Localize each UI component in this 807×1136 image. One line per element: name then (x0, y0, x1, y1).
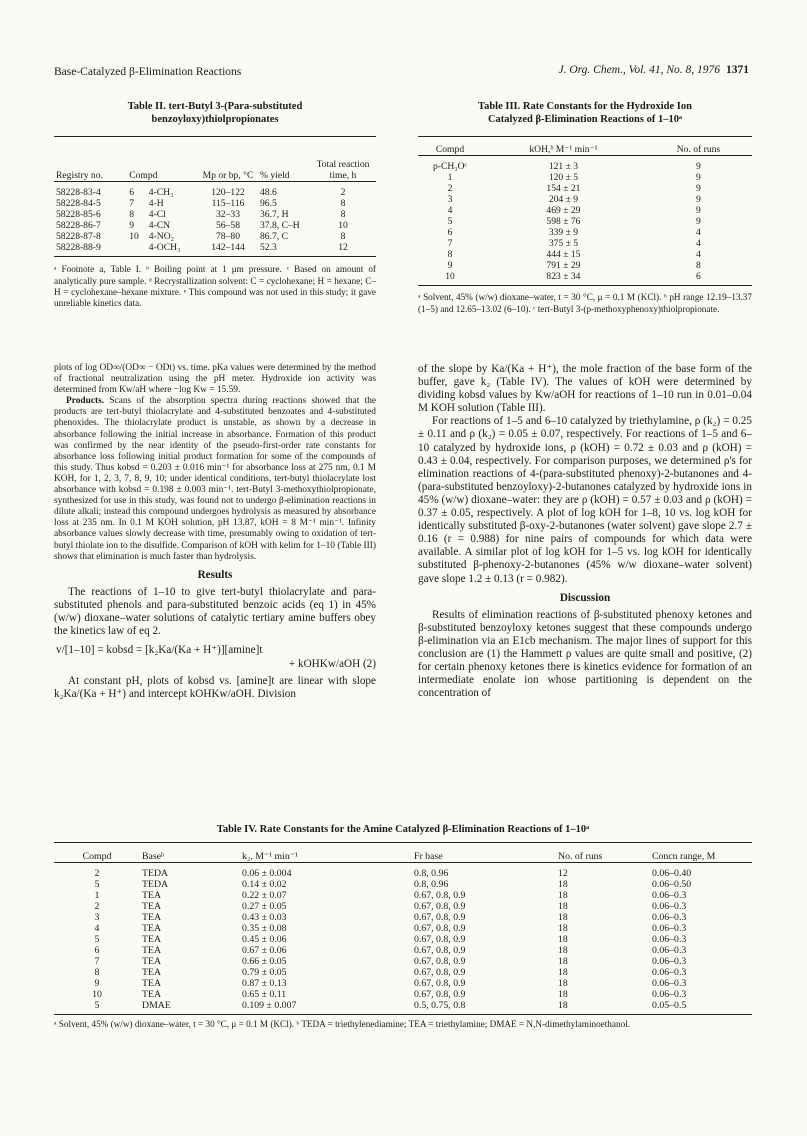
table-3-header: No. of runs (676, 144, 721, 156)
table-4-cell: 0.67, 0.8, 0.9 (414, 967, 466, 979)
results-text (54, 586, 376, 638)
table-2-cell: 86.7, C (260, 231, 288, 243)
table-3-cell: 4 (447, 205, 453, 217)
table-4-caption: Table IV. Rate Constants for the Amine Catalyzed β-Elimination Reactions of 1–10ᵃ (216, 824, 590, 835)
table-3-cell: 6 (696, 271, 701, 283)
table-2-cell: 6 (129, 187, 135, 199)
table-4-row (54, 956, 752, 967)
table-4-cell: 0.06–0.3 (652, 989, 687, 1001)
table-4-header: No. of runs (558, 851, 603, 863)
table-4-cell: 0.67, 0.8, 0.9 (414, 923, 466, 935)
table-2-cell: 58228-87-8 (56, 231, 101, 243)
table-3-cell: 9 (696, 183, 701, 195)
table-4-cell: 18 (558, 967, 568, 979)
table-4-cell: 0.06–0.3 (652, 912, 687, 924)
table-3-cell: 8 (696, 260, 701, 272)
table-4-cell: 2 (94, 901, 100, 913)
table-3-cell: 9 (696, 216, 701, 228)
table-3-cell: 4 (696, 249, 701, 261)
table-4-cell: 0.06–0.3 (652, 945, 687, 957)
table-3-cell: 9 (696, 161, 701, 173)
table-2-cell: 58228-88-9 (56, 242, 101, 254)
table-2-header: % yield (260, 170, 290, 182)
table-4-row (54, 945, 752, 956)
table-3-cell: p-CH₃Oᶜ (432, 161, 468, 173)
table-2-cell: 9 (129, 220, 135, 232)
table-4-cell: 18 (558, 934, 568, 946)
products-text: Scans of the absorption spectra during reactions showed that the products are tert-butyl thiolacrylate and 4-substituted benzoates and 4-substituted phenoxides. The thiolacrylate product is unstable, as shown by a decrease in absorbance following the initial increase in absorbance. Formation of this product was confirmed by the near identity of the pseudo-first-order rate constants for absorbance loss following initial product formation for some of the compounds of this study. Thus kobsd = 0.203 ± 0.016 min⁻¹ for absorbance loss at 275 nm, 0.1 M KOH, for 1, 2, 3, 7, 8, 9, 10; under identical conditions, tert-butyl thiolacrylate lost absorbance with kobsd = 0.198 ± 0.003 min⁻¹. tert-Butyl 3-methoxythiolpropionate, synthesized for use in this study, was found not to undergo β-elimination reactions in dilute alkali; instead this compound undergoes hydrolysis as measured by absorbance loss at 235 nm. In 0.1 M KOH solution, pH 13.87, kOH = 8 M⁻¹ min⁻¹. Infinity absorbance values slowly decrease with time, presumably owing to oxidation of tert-butyl thiolate ion to the disulfide. Comparison of kOH with kelim for 1–10 (Table III) shows that elimination is much faster than hydrolysis. (54, 396, 376, 562)
table-2-cell: 8 (340, 209, 346, 221)
table-2-row (54, 231, 376, 242)
table-2-caption (54, 100, 376, 126)
table-4-cell: 5 (94, 1000, 100, 1012)
table-2-cell: 78–80 (216, 231, 240, 243)
discussion-heading: Discussion (559, 591, 611, 604)
table-4-cell: 5 (94, 934, 100, 946)
results-heading: Results (197, 568, 233, 581)
table-4-cell: 0.67, 0.8, 0.9 (414, 890, 466, 902)
table-4-header: Concn range, M (652, 851, 716, 863)
table-4-footnote: ᵃ Solvent, 45% (w/w) dioxane–water, t = 30 °C, μ = 0.1 M (KCl). ᵇ TEDA = triethylenediamine; TEA = triethylamine; DMAE = N,N-dimethylaminoethanol. (54, 1019, 631, 1030)
table-3-cell: 375 ± 5 (548, 238, 579, 250)
table-3 (418, 136, 752, 286)
table-2-cell: 56–58 (216, 220, 240, 232)
table-4-cell: 0.5, 0.75, 0.8 (414, 1000, 466, 1012)
table-4-header-row (54, 843, 752, 863)
table-4-cell: 0.8, 0.96 (414, 879, 449, 891)
table-2-header: Mp or bp, °C (202, 170, 254, 182)
table-4-cell: 0.66 ± 0.05 (242, 956, 287, 968)
table-4-cell: 18 (558, 978, 568, 990)
table-4-cell: 12 (558, 868, 568, 880)
equation-2 (56, 643, 376, 671)
table-2-caption-line2: benzoyloxy)thiolpropionates (151, 114, 279, 126)
table-3-cell: 598 ± 76 (546, 216, 581, 228)
table-2-cell: 8 (340, 231, 346, 243)
table-3-header: kOH,ᵇ M⁻¹ min⁻¹ (529, 144, 598, 156)
table-3-cell: 823 ± 34 (546, 271, 581, 283)
table-4-cell: TEA (142, 978, 162, 990)
table-3-row (418, 216, 752, 227)
table-2-cell: 96.5 (260, 198, 277, 210)
table-2-cell: 120–122 (211, 187, 245, 199)
table-2-cell: 10 (338, 220, 348, 232)
table-2-cell: 4-CN (148, 220, 171, 232)
table-4-block (54, 823, 752, 1030)
table-4-cell: TEDA (142, 879, 169, 891)
table-3-caption-line1: Table III. Rate Constants for the Hydroxide Ion (478, 101, 692, 112)
table-3-caption-line2: Catalyzed β-Elimination Reactions of 1–10ᵃ (487, 114, 683, 126)
running-header-left: Base-Catalyzed β-Elimination Reactions (54, 66, 242, 78)
table-2-cell: 142–144 (211, 242, 245, 254)
table-4-row (54, 879, 752, 890)
table-2-header-row (54, 137, 376, 182)
table-4-cell: 0.109 ± 0.007 (242, 1000, 297, 1012)
table-4-header: Compd (82, 851, 112, 863)
table-4-cell: TEA (142, 989, 162, 1001)
table-4-cell: TEA (142, 890, 162, 902)
table-2-header: Total reaction time, h (316, 159, 370, 182)
right-column (418, 363, 752, 700)
table-2-header: Compd (129, 170, 158, 182)
table-2-cell: 4-OCH₃ (148, 242, 181, 254)
table-2-row (54, 209, 376, 220)
table-3-footnote: ᵃ Solvent, 45% (w/w) dioxane–water, t = 30 °C, μ = 0.1 M (KCl). ᵇ pH range 12.19–13.37 (1–5) and 12.65–13.02 (6–10). ᶜ tert-Butyl 3-(p-methoxyphenoxy)thiolpropionate. (418, 292, 752, 314)
paragraph: plots of log OD∞/(OD∞ − ODt) vs. time. pKa values were determined by the method of fractional neutralization using the pH meter. Hydroxide ion activity was determined from Kw/aH where −log Kw = 15.59. (54, 363, 376, 396)
table-4-row (54, 901, 752, 912)
table-2-row (54, 220, 376, 231)
table-4-cell: 0.67, 0.8, 0.9 (414, 912, 466, 924)
table-3-row (418, 227, 752, 238)
table-3-cell: 120 ± 5 (548, 172, 579, 184)
table-4-cell: 0.06–0.3 (652, 923, 687, 935)
paragraph: of the slope by Ka/(Ka + H⁺), the mole fraction of the base form of the buffer, gave k₂ (Table IV). The values of kOH were determined by dividing kobsd values by Kw/aOH for reactions of 1–10 run in 0.01–0.04 M KOH solution (Table III). (418, 363, 752, 415)
table-4-cell: 0.8, 0.96 (414, 868, 449, 880)
table-4-cell: TEA (142, 967, 162, 979)
table-2-cell: 4-Cl (148, 209, 166, 221)
table-2-cell: 2 (340, 187, 346, 199)
table-3-header-row (418, 137, 752, 156)
table-3-cell: 469 ± 29 (546, 205, 581, 217)
paragraph: At constant pH, plots of kobsd vs. [amine]t are linear with slope k₂Ka/(Ka + H⁺) and intercept kOHKw/aOH. Division (54, 675, 376, 701)
table-4-cell: 0.06–0.3 (652, 890, 687, 902)
table-4-cell: 3 (94, 912, 100, 924)
journal-citation: J. Org. Chem., Vol. 41, No. 8, 1976 (558, 64, 720, 76)
table-4-cell: TEDA (142, 868, 169, 880)
table-3-cell: 9 (447, 260, 453, 272)
table-3-cell: 9 (696, 205, 701, 217)
table-4-row (54, 912, 752, 923)
table-4-cell: TEA (142, 923, 162, 935)
paragraph: Results of elimination reactions of β-substituted phenoxy ketones and β-substituted benzoyloxy ketones suggest that these compounds undergo β-elimination via an E1cb mechanism. The major lines of support for this conclusion are (1) the Hammett ρ values are quite small and positive, (2) for certain phenoxy ketones there is kinetics evidence for formation of an intermediate enolate ion whose partitioning is dependent on the concentration of (418, 608, 752, 700)
table-2-cell: 58228-85-6 (56, 209, 101, 221)
table-3-cell: 121 ± 3 (548, 161, 579, 173)
table-2-cell: 58228-86-7 (56, 220, 101, 232)
table-3-cell: 5 (447, 216, 453, 228)
table-3-cell: 154 ± 21 (546, 183, 581, 195)
table-4-row (54, 934, 752, 945)
table-2 (54, 136, 376, 257)
table-2-cell: 7 (129, 198, 135, 210)
results-text-2 (54, 675, 376, 701)
table-4-cell: 0.65 ± 0.11 (242, 989, 287, 1001)
table-2-cell: 58228-84-5 (56, 198, 101, 210)
table-4-cell: 0.67, 0.8, 0.9 (414, 989, 466, 1001)
table-4-cell: 0.06–0.3 (652, 978, 687, 990)
table-4-cell: 0.06–0.50 (652, 879, 692, 891)
table-3-row (418, 194, 752, 205)
table-3-cell: 1 (447, 172, 453, 184)
table-4-cell: 0.06–0.3 (652, 967, 687, 979)
table-4-cell: 0.67, 0.8, 0.9 (414, 934, 466, 946)
table-4-cell: 18 (558, 890, 568, 902)
table-4-cell: 0.67, 0.8, 0.9 (414, 978, 466, 990)
table-2-cell: 10 (129, 231, 139, 243)
table-4-cell: 0.67, 0.8, 0.9 (414, 945, 466, 957)
table-4-cell: 0.87 ± 0.13 (242, 978, 287, 990)
table-4 (54, 842, 752, 1015)
table-2-block (54, 100, 376, 309)
table-4-cell: 18 (558, 879, 568, 891)
table-4-cell: 0.06–0.3 (652, 956, 687, 968)
table-4-cell: 18 (558, 956, 568, 968)
table-3-block (418, 100, 752, 315)
table-4-cell: TEA (142, 956, 162, 968)
table-2-cell: 48.6 (260, 187, 277, 199)
table-2-row (54, 242, 376, 257)
experimental-text (54, 363, 376, 563)
table-2-cell: 4-NO₂ (148, 231, 174, 243)
table-2-row (54, 198, 376, 209)
table-4-header: Baseᵇ (142, 851, 165, 863)
table-2-cell: 4-H (148, 198, 164, 210)
table-4-cell: 8 (94, 967, 100, 979)
table-3-row (418, 238, 752, 249)
table-3-row (418, 183, 752, 194)
table-3-cell: 10 (445, 271, 455, 283)
table-3-row (418, 172, 752, 183)
table-4-cell: 10 (92, 989, 102, 1001)
table-4-row (54, 989, 752, 1000)
table-2-cell: 8 (340, 198, 346, 210)
table-3-cell: 6 (447, 227, 453, 239)
table-4-header: k₂, M⁻¹ min⁻¹ (242, 851, 298, 863)
table-4-cell: 0.06–0.3 (652, 901, 687, 913)
table-4-cell: 18 (558, 912, 568, 924)
table-2-cell: 115–116 (211, 198, 245, 210)
table-2-cell: 36.7, H (260, 209, 289, 221)
page-number: 1371 (726, 64, 749, 76)
table-3-cell: 4 (696, 227, 701, 239)
table-3-row (418, 249, 752, 260)
table-2-cell: 4-CH₃ (148, 187, 174, 199)
paragraph (54, 396, 376, 562)
table-3-row (418, 205, 752, 216)
table-3-caption (418, 100, 752, 126)
table-3-row (418, 260, 752, 271)
table-4-cell: 18 (558, 923, 568, 935)
table-3-cell: 9 (696, 172, 701, 184)
running-header-right (558, 64, 749, 76)
table-4-cell: 0.79 ± 0.05 (242, 967, 287, 979)
table-4-row (54, 978, 752, 989)
table-2-header: Registry no. (56, 170, 103, 182)
table-2-cell: 52.3 (260, 242, 277, 254)
table-4-cell: 0.06–0.3 (652, 934, 687, 946)
table-3-cell: 791 ± 29 (546, 260, 581, 272)
table-2-cell: 32–33 (216, 209, 240, 221)
table-2-cell: 58228-83-4 (56, 187, 101, 199)
table-4-cell: 1 (94, 890, 100, 902)
table-4-cell: 18 (558, 1000, 568, 1012)
table-4-cell: TEA (142, 934, 162, 946)
left-column (54, 363, 376, 701)
table-4-cell: 5 (94, 879, 100, 891)
table-4-header: Fr base (414, 851, 443, 863)
table-4-row (54, 1000, 752, 1015)
table-4-cell: 18 (558, 945, 568, 957)
table-4-cell: 0.22 ± 0.07 (242, 890, 287, 902)
table-4-row (54, 923, 752, 934)
table-3-row (418, 156, 752, 173)
table-4-cell: 0.05–0.5 (652, 1000, 687, 1012)
table-4-cell: 0.27 ± 0.05 (242, 901, 287, 913)
table-2-cell: 37.8, C–H (260, 220, 300, 232)
products-heading: Products. (66, 396, 105, 407)
table-4-cell: 0.43 ± 0.03 (242, 912, 287, 924)
table-4-cell: 0.67, 0.8, 0.9 (414, 901, 466, 913)
table-4-cell: 0.35 ± 0.08 (242, 923, 287, 935)
table-2-caption-line1: Table II. tert-Butyl 3-(Para-substituted (127, 101, 303, 112)
table-4-row (54, 863, 752, 880)
table-4-cell: TEA (142, 901, 162, 913)
table-3-cell: 9 (696, 194, 701, 206)
table-3-cell: 204 ± 9 (548, 194, 579, 206)
equation-line: v/[1–10] = kobsd = [k₂Ka/(Ka + H⁺)][amine]t (56, 644, 263, 657)
table-4-cell: 0.06 ± 0.004 (242, 868, 292, 880)
table-4-cell: 4 (94, 923, 100, 935)
table-4-cell: 9 (94, 978, 100, 990)
table-4-cell: 0.14 ± 0.02 (242, 879, 287, 891)
table-3-cell: 8 (447, 249, 453, 261)
table-4-cell: 2 (94, 868, 100, 880)
table-4-cell: 6 (94, 945, 100, 957)
table-3-header: Compd (435, 144, 465, 156)
table-4-row (54, 890, 752, 901)
table-4-cell: DMAE (142, 1000, 171, 1012)
table-4-cell: 0.45 ± 0.06 (242, 934, 287, 946)
paragraph: For reactions of 1–5 and 6–10 catalyzed by triethylamine, ρ (k₂) = 0.25 ± 0.11 and ρ (k₂) = 0.05 ± 0.07, respectively. For reactions of 1–5 and 6–10 catalyzed by hydroxide ions, ρ (kOH) = 0.72 ± 0.03 and ρ (kOH) = 0.43 ± 0.04, respectively. For comparison purposes, we determined ρ's for elimination reactions of 4-(para-substituted phenoxy)-2-butanones and 4-(para-substituted benzoyloxy)-2-butanones catalyzed by hydroxide ions in 45% (w/w) dioxane–water: they are ρ (kOH) = 0.57 ± 0.03 and ρ (kOH) = 0.37 ± 0.05, respectively. A plot of log kOH for 1–8, 10 vs. log kOH for identically substituted β-oxy-2-butanones (water solvent) gave slope 2.7 ± 0.16 (r = 0.988) for nine pairs of compounds for which data were available. A similar plot of log kOH for 1–5 vs. log kOH for identically substituted β-phenoxy-2-butanones (45% w/w dioxane–water solvent) gave slope 1.2 ± 0.13 (r = 0.982). (418, 415, 752, 585)
table-3-row (418, 271, 752, 286)
table-2-row (54, 182, 376, 199)
table-4-cell: 0.67, 0.8, 0.9 (414, 956, 466, 968)
table-2-footnote: ᵃ Footnote a, Table I. ᵇ Boiling point at 1 μm pressure. ᶜ Based on amount of analytically pure sample. ᵈ Recrystallization solvent: C = cyclohexane; H = hexane; C–H = cyclohexane–hexane mixture. ᵉ This compound was not used in this study; it gave unreliable kinetics data. (54, 264, 376, 309)
table-2-cell: 8 (129, 209, 135, 221)
results-continued (418, 363, 752, 586)
table-4-cell: 18 (558, 989, 568, 1001)
table-4-cell: 0.06–0.40 (652, 868, 692, 880)
table-3-cell: 444 ± 15 (546, 249, 581, 261)
table-4-cell: 18 (558, 901, 568, 913)
table-3-cell: 7 (447, 238, 453, 250)
table-2-cell (127, 242, 147, 257)
equation-line: + kOHKw/aOH (2) (288, 658, 376, 671)
table-4-cell: 0.67 ± 0.06 (242, 945, 287, 957)
table-4-row (54, 967, 752, 978)
table-2-cell: 12 (338, 242, 348, 254)
table-4-cell: TEA (142, 945, 162, 957)
discussion-text (418, 609, 752, 701)
table-4-cell: 7 (94, 956, 100, 968)
table-3-cell: 3 (447, 194, 453, 206)
table-3-cell: 339 ± 9 (548, 227, 579, 239)
paragraph: The reactions of 1–10 to give tert-butyl thiolacrylate and para-substituted phenols and para-substituted benzoic acids (eq 1) in 45% (w/w) dioxane–water solutions of catalytic tertiary amine buffers obey the kinetics law of eq 2. (54, 585, 376, 637)
table-3-cell: 4 (696, 238, 701, 250)
table-4-cell: TEA (142, 912, 162, 924)
table-3-cell: 2 (447, 183, 453, 195)
